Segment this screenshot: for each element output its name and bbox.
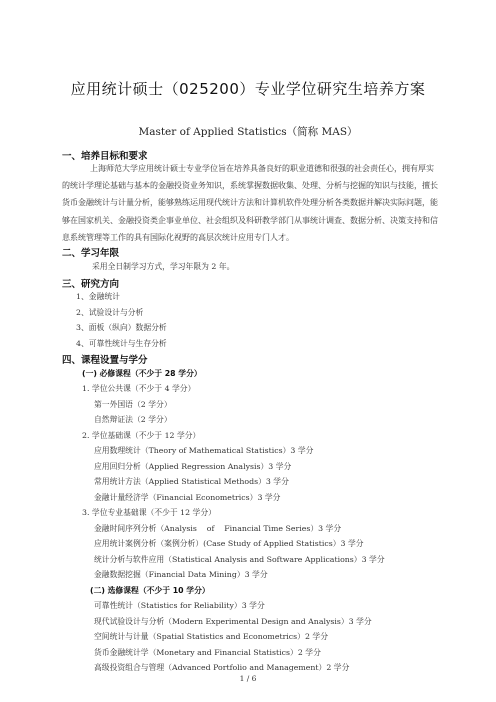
course-item: 应用数理统计（Theory of Mathematical Statistics）3 学分 xyxy=(94,446,314,455)
page-number: 1 / 6 xyxy=(239,674,257,683)
course-item: 金融时间序列分析（Analysis of Financial Time Series）3 学分 xyxy=(94,524,342,533)
section-heading-directions: 三、研究方向 xyxy=(62,279,120,290)
section-paragraph-goals: 上海师范大学应用统计硕士专业学位旨在培养具备良好的职业道德和很强的社会责任心，拥有厚实的统计学理论基础与基本的金融投资业务知识，系统掌握数据收集、处理、分析与挖掘的知识与技能，擅长货币金融统计与计量分析，能够熟练运用现代统计方法和计算机软件处理分析各类数据并解决实际问题，能够在国家机关、金融投资类企事业单位、社会组织及科研教学部门从事统计调查、数据分析、决策支持和信息系统管理等工作的具有国际化视野的高层次统计应用专门人才。 xyxy=(62,164,438,242)
course-item: 统计分析与软件应用（Statistical Analysis and Software Applications）3 学分 xyxy=(94,555,385,564)
list-item: 4、可靠性统计与生存分析 xyxy=(76,339,167,348)
document-title: 应用统计硕士（025200）专业学位研究生培养方案 xyxy=(70,80,426,98)
elective-item: 货币金融统计学（Monetary and Financial Statistics）2 学分 xyxy=(94,648,321,657)
elective-courses-title: (二) 选修课程（不少于 10 学分） xyxy=(90,586,210,595)
elective-item: 高级投资组合与管理（Advanced Portfolio and Management）2 学分 xyxy=(94,663,350,672)
document-subtitle: Master of Applied Statistics（简称 MAS） xyxy=(138,126,358,138)
course-item: 第一外国语（2 学分） xyxy=(94,400,172,409)
course-item: 金融计量经济学（Financial Econometrics）3 学分 xyxy=(94,493,281,502)
section-heading-courses: 四、课程设置与学分 xyxy=(62,355,148,366)
list-item: 2、试验设计与分析 xyxy=(76,308,144,317)
list-item: 3、面板（纵向）数据分析 xyxy=(76,323,167,332)
elective-item: 现代试验设计与分析（Modern Experimental Design and Analysis）3 学分 xyxy=(94,617,372,626)
course-item: 应用回归分析（Applied Regression Analysis）3 学分 xyxy=(94,462,292,471)
course-group-label: 2. 学位基础课（不少于 12 学分） xyxy=(82,431,201,440)
course-group-label: 1. 学位公共课（不少于 4 学分） xyxy=(82,384,196,393)
required-courses-title: (一) 必修课程（不少于 28 学分） xyxy=(82,369,202,378)
list-item: 1、金融统计 xyxy=(76,292,120,301)
section-heading-duration: 二、学习年限 xyxy=(62,248,120,259)
section-heading-goals: 一、培养目标和要求 xyxy=(62,151,148,162)
course-item: 自然辩证法（2 学分） xyxy=(94,415,172,424)
course-group-label: 3. 学位专业基础课（不少于 12 学分） xyxy=(82,508,216,517)
section-paragraph-duration: 采用全日制学习方式，学习年限为 2 年。 xyxy=(92,262,235,271)
course-item: 常用统计方法（Applied Statistical Methods）3 学分 xyxy=(94,477,289,486)
elective-item: 空间统计与计量（Spatial Statistics and Econometrics）2 学分 xyxy=(94,632,328,641)
elective-item: 可靠性统计（Statistics for Reliability）3 学分 xyxy=(94,601,265,610)
course-item: 金融数据挖掘（Financial Data Mining）3 学分 xyxy=(94,570,268,579)
course-item: 应用统计案例分析（案例分析）(Case Study of Applied Statistics）3 学分 xyxy=(94,539,364,548)
